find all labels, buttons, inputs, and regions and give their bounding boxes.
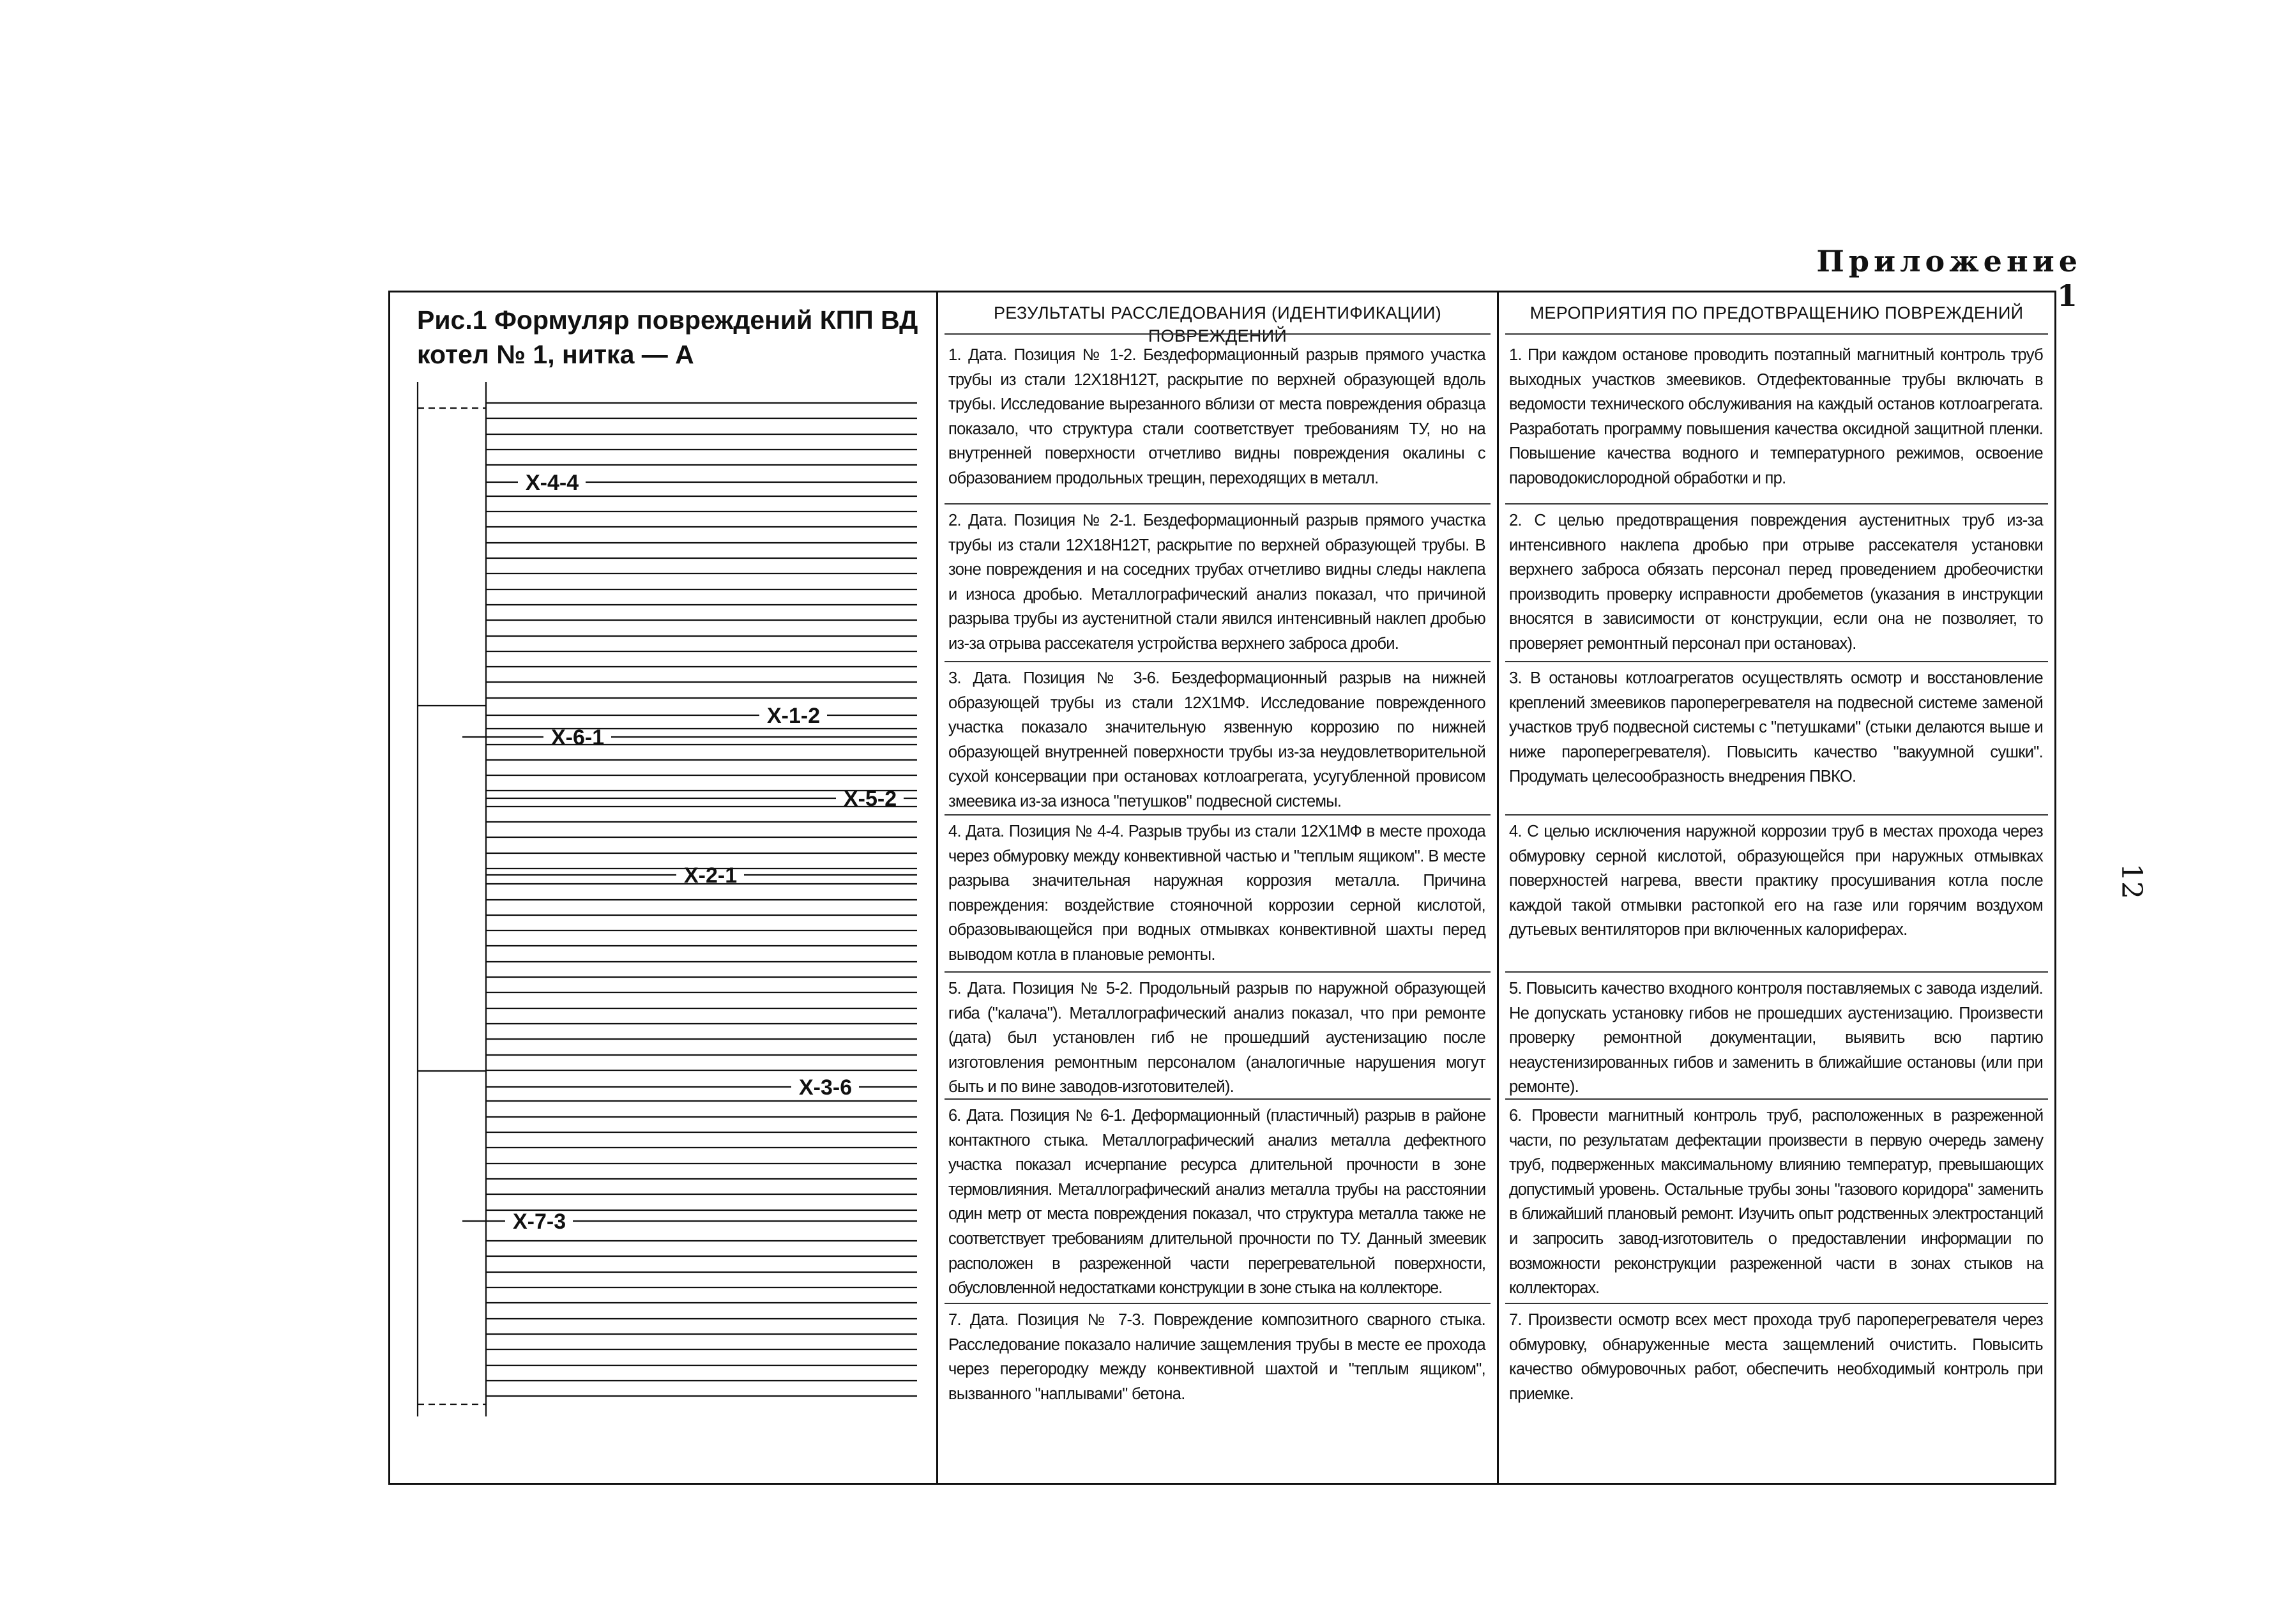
row-separator	[1505, 1303, 2048, 1304]
measure-item-7: 7. Произвести осмотр всех мест прохода труб пароперегревателя через обмуровку, обнаруженные места защемлений очистить. Повысить качество обмуровочных работ, обеспечить необходимый контроль при приемке.	[1509, 1311, 2043, 1403]
row-separator	[1505, 503, 2048, 505]
result-item-6: 6. Дата. Позиция № 6-1. Деформационный (пластичный) разрыв в районе контактного стыка. Металлографический анализ металла дефектного участка показал исчерпание ресурса длительной прочности в зоне термовлияния. Металлографический анализ металла трубы на расстоянии один метр от места повреждения показал, что структура металла также не соответствует требованиям длительной прочности по ТУ. Данный змеевик расположен в разреженной части перегревательной поверхности, обусловленной недостатками конструкции в зоне стыка на коллекторе.	[948, 1107, 1485, 1298]
row-separator	[945, 503, 1491, 505]
result-item-4: 4. Дата. Позиция № 4-4. Разрыв трубы из стали 12Х1МФ в месте прохода через обмуровку между конвективной частью и "теплым ящиком". В месте разрыва значительная наружная коррозия металла. Причина повреждения: воздействие стояночной коррозии серной кислотой, образовывающейся при водных отмывках конвективной шахты перед выводом котла в плановые ремонты.	[948, 823, 1485, 964]
measure-item-3: 3. В остановы котлоагрегатов осуществлять осмотр и восстановление креплений змеевиков пароперегревателя на подвесной системе заменой участков труб подвесной системы с "петушками" (стыки делаются выше и ниже пароперегревателя). Повысить качество "вакуумной сушки". Продумать целесообразность внедрения ПВКО.	[1509, 669, 2043, 786]
result-item-5: 5. Дата. Позиция № 5-2. Продольный разрыв по наружной образующей гиба ("калача"). Металлографический анализ показал, что при ремонте (дата) был установлен гиб не прошедший аустенизацию после изготовления ремонтным персоналом (аналогичные нарушения могут быть и по вине заводов-изготовителей).	[948, 980, 1485, 1097]
form-table	[388, 291, 2056, 1485]
row-separator	[1505, 814, 2048, 816]
row-separator	[945, 1303, 1491, 1304]
appendix-label: Приложение 1	[1816, 244, 2082, 313]
measure-item-5: 5. Повысить качество входного контроля поставляемых с завода изделий. Не допускать установку гибов не прошедших аустенизацию. Произвести проверку ремонтной документации, выявить всю партию неаустенизированных гибов и заменить в ближайшие остановы (или при ремонте).	[1509, 980, 2043, 1097]
result-item-3: 3. Дата. Позиция № 3-6. Бездеформационный разрыв на нижней образующей трубы из стали 12Х1МФ. Исследование поврежденного участка показало значительную язвенную коррозию по нижней образующей внутренней поверхности трубы из-за неудовлетворительной сухой консервации при остановах котлоагрегата, усугубленной провисом змеевика из-за износа "петушков" подвесной системы.	[948, 669, 1485, 810]
measure-item-4: 4. С целью исключения наружной коррозии труб в местах прохода через обмуровку серной кислотой, образующейся при наружных отмывках поверхностей нагрева, ввести практику просушивания котла после каждой такой отмывки растопкой его на газе или горячим воздухом дутьевых вентиляторов при включенных калориферах.	[1509, 823, 2043, 939]
tube-position-label: Х-2-1	[684, 863, 738, 888]
tube-position-label: Х-6-1	[551, 725, 605, 750]
row-separator	[1505, 971, 2048, 973]
result-item-2: 2. Дата. Позиция № 2-1. Бездеформационный разрыв прямого участка трубы из стали 12Х18Н12Т, раскрытие по верхней образующей трубы. В зоне повреждения и на соседних трубах отчетливо видны следы наклепа и износа дробью. Металлографический анализ показал, что причиной разрыва трубы из аустенитной стали явился интенсивный наклеп дробью из-за отрыва рассекателя устройства верхнего заброса дроби.	[948, 512, 1485, 653]
page-number: 12	[2115, 863, 2148, 899]
measure-item-6: 6. Провести магнитный контроль труб, расположенных в разреженной части, по результатам дефектации произвести в первую очередь замену труб, подверженных максимальному влиянию температур, превышающих допустимый уровень. Остальные трубы зоны "газового коридора" заменить в ближайший плановый ремонт. Изучить опыт родственных электростанций и запросить завод-изготовитель о предоставлении информации по возможности реконструкции разреженной части в зонах стыков на коллекторах.	[1509, 1107, 2043, 1298]
figure-title: Рис.1 Формуляр повреждений КПП ВД котел № 1, нитка — А	[417, 305, 918, 369]
row-separator	[945, 661, 1491, 662]
tube-position-label: Х-4-4	[526, 471, 579, 495]
tube-position-label: Х-7-3	[513, 1210, 566, 1234]
header-underline	[1505, 333, 2048, 335]
results-column	[938, 292, 1497, 1483]
tube-position-label: Х-5-2	[844, 787, 897, 811]
row-separator	[945, 971, 1491, 973]
header-underline	[945, 333, 1491, 335]
result-item-1: 1. Дата. Позиция № 1-2. Бездеформационный разрыв прямого участка трубы из стали 12Х18Н12Т, раскрытие по верхней образующей вдоль трубы. Исследование вырезанного вблизи от места повреждения образца показало, что структура стали соответствует требованиям ТУ, но на внутренней поверхности отчетливо видны повреждения окалины с образованием продольных трещин, переходящих в металл.	[948, 346, 1485, 487]
result-item-7: 7. Дата. Позиция № 7-3. Повреждение композитного сварного стыка. Расследование показало наличие защемления трубы в месте ее прохода через перегородку между конвективной шахтой и "теплым ящиком", вызванного "наплывами" бетона.	[948, 1311, 1485, 1403]
diagram-lines	[418, 382, 917, 1416]
damage-diagram	[390, 292, 939, 1487]
diagram-labels	[513, 471, 897, 1234]
measure-item-2: 2. С целью предотвращения повреждения аустенитных труб из-за интенсивного наклепа дробью при отрыве рассекателя установки верхнего заброса обязать персонал перед проведением дробеочистки производить проверку исправности дробеметов (указания в инструкции вносятся в зависимости от конструкции, если она не позволяет, то проверяет ремонтный персонал при остановах).	[1509, 512, 2043, 653]
results-header: РЕЗУЛЬТАТЫ РАССЛЕДОВАНИЯ (ИДЕНТИФИКАЦИИ) ПОВРЕЖДЕНИЙ	[993, 303, 1442, 345]
measure-item-1: 1. При каждом останове проводить поэтапный магнитный контроль труб выходных участков змеевиков. Отдефектованные трубы включать в ведомости технического обслуживания на каждый останов котлоагрегата. Разработать программу повышения качества оксидной защитной пленки. Повышение качества водного и температурного режимов, освоение пароводокислородной обработки и пр.	[1509, 346, 2043, 487]
tube-position-label: Х-3-6	[799, 1075, 853, 1100]
row-separator	[1505, 661, 2048, 662]
measures-column	[1499, 292, 2054, 1483]
tube-position-label: Х-1-2	[767, 704, 821, 728]
measures-header: МЕРОПРИЯТИЯ ПО ПРЕДОТВРАЩЕНИЮ ПОВРЕЖДЕНИЙ	[1529, 303, 2024, 323]
row-separator	[945, 814, 1491, 816]
